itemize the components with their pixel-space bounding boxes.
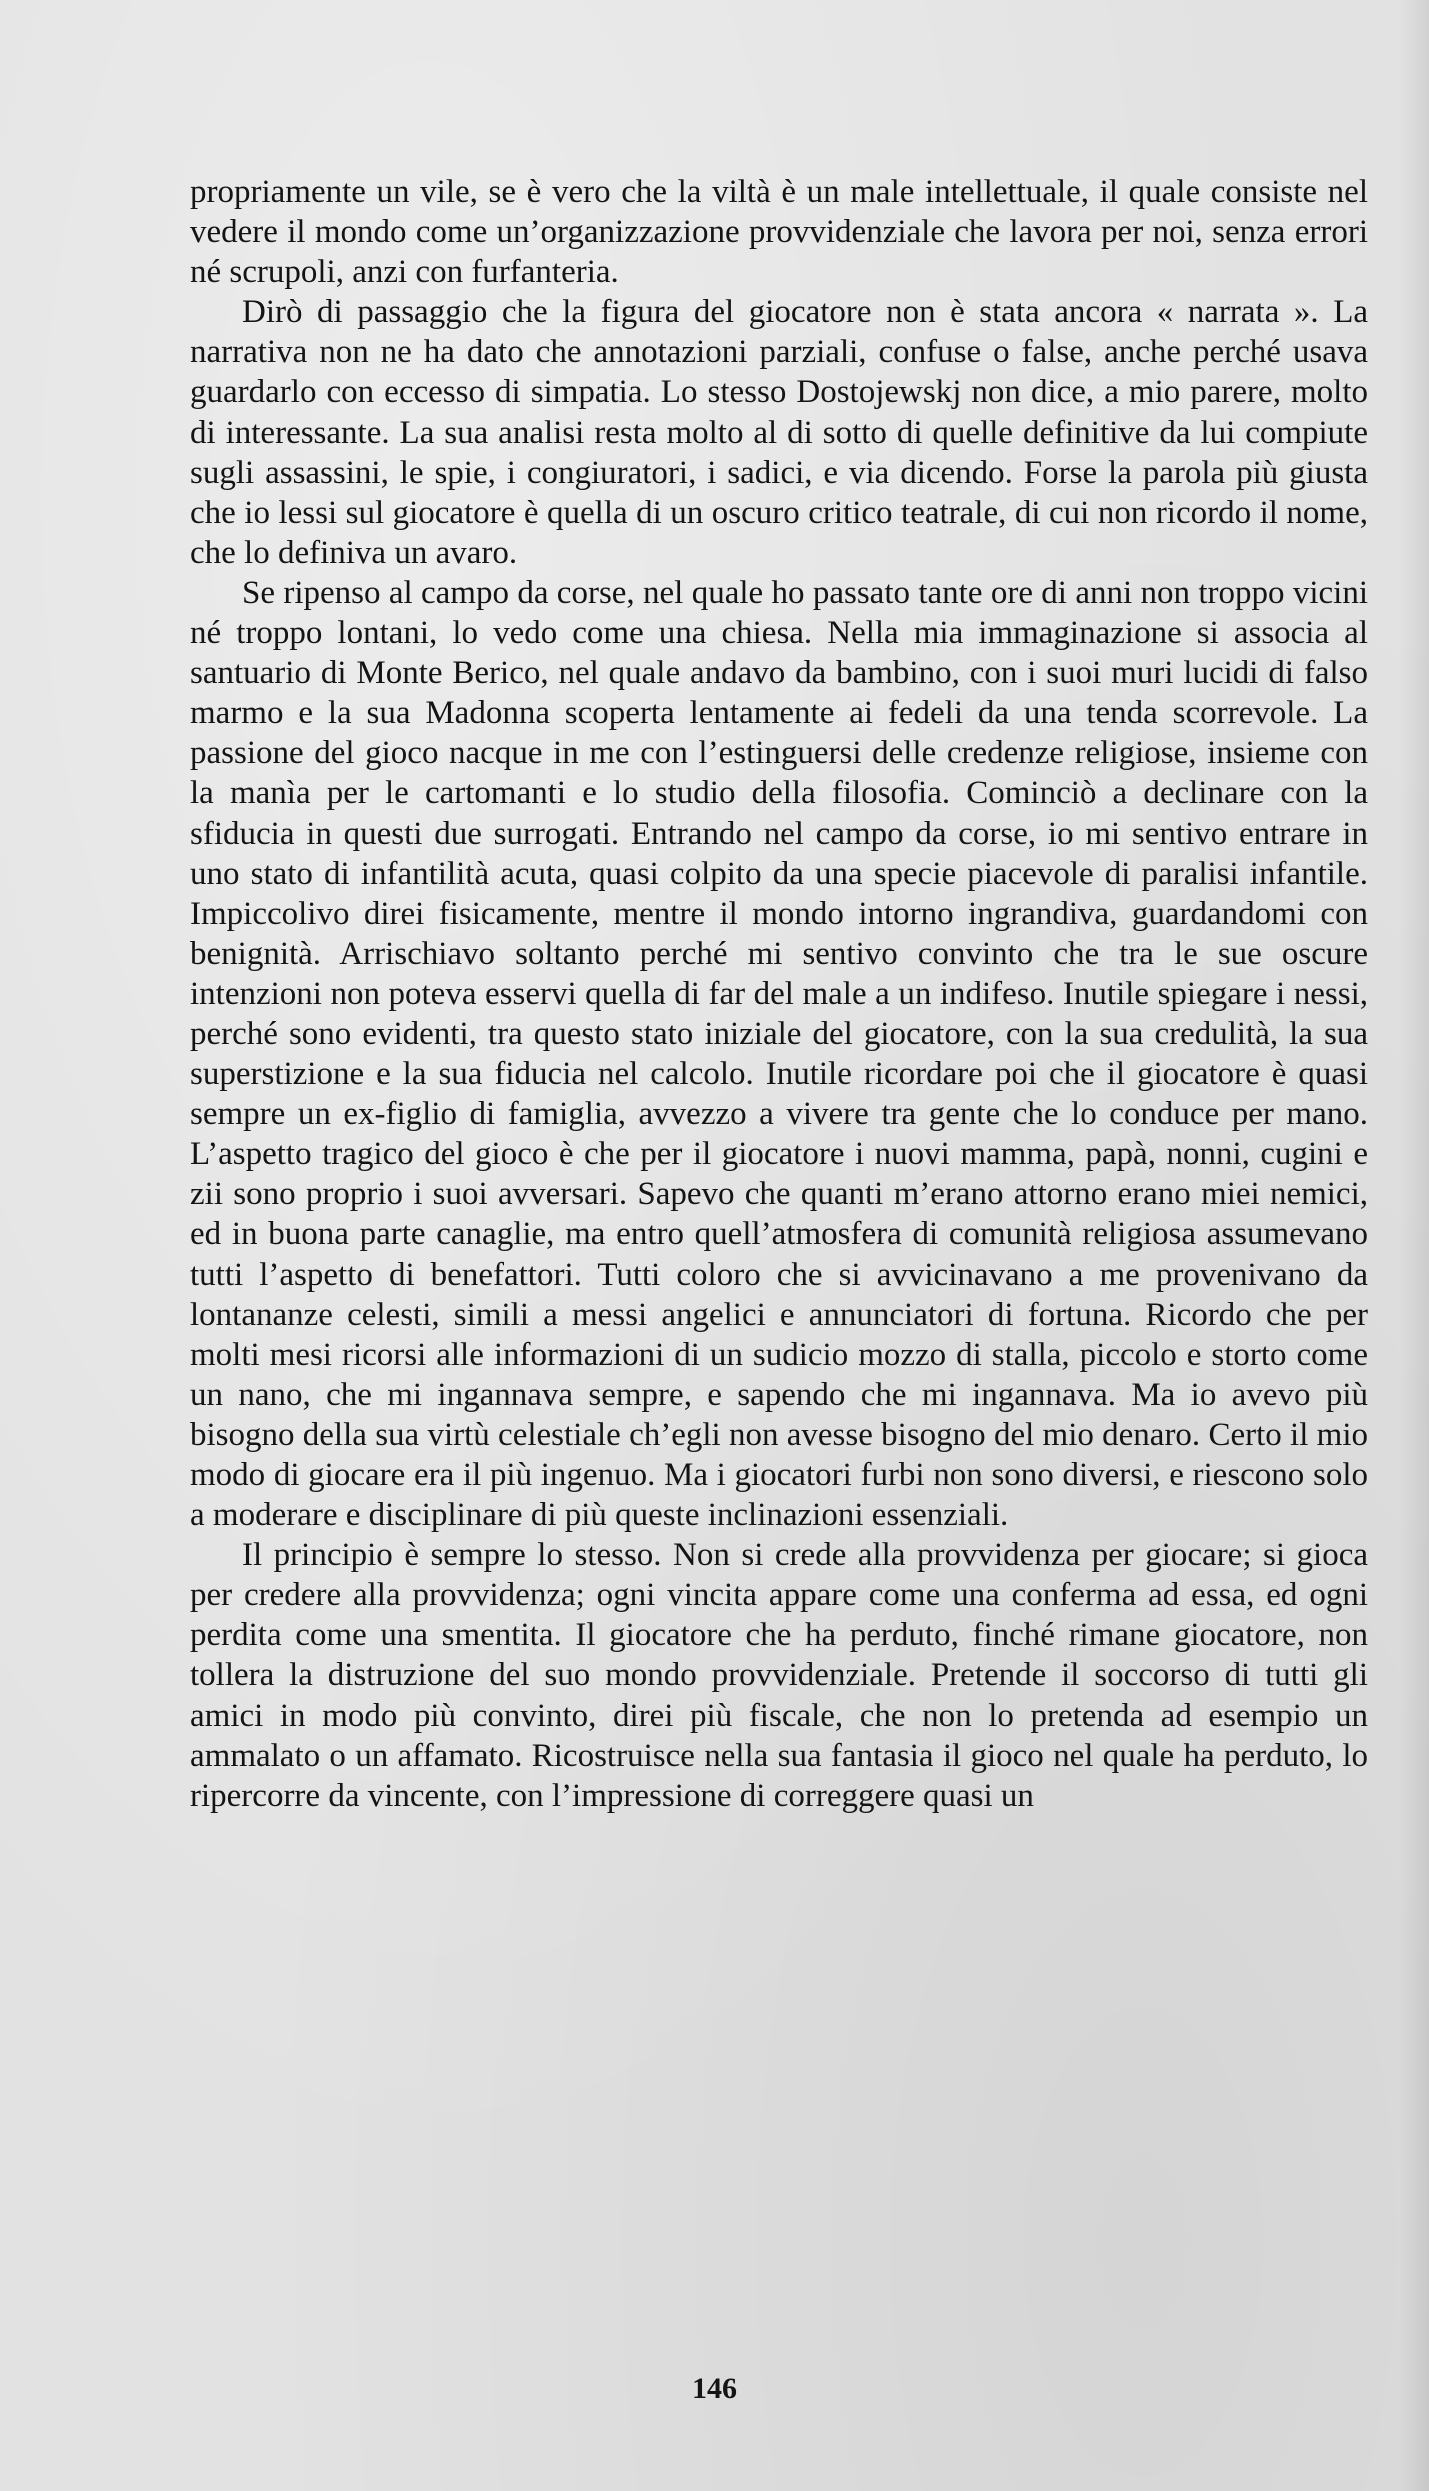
paragraph-2: Dirò di passaggio che la figura del giocatore non è stata ancora « narrata ». La narrativa non ne ha dato che annotazioni parziali, confuse o false, anche perché usava guardarlo con eccesso di simpatia. Lo stesso Dostojewskj non dice, a mio parere, molto di interessante. La sua analisi resta molto al di sotto di quelle definitive da lui compiute sugli assassini, le spie, i congiuratori, i sadici, e via dicendo. Forse la parola più giusta che io lessi sul giocatore è quella di un oscuro critico teatrale, di cui non ricordo il nome, che lo definiva un avaro. (190, 294, 1368, 571)
body-text (190, 172, 1368, 1816)
paragraph-3: Se ripenso al campo da corse, nel quale ho passato tante ore di anni non troppo vicini né troppo lontani, lo vedo come una chiesa. Nella mia immaginazione si associa al santuario di Monte Berico, nel quale andavo da bambino, con i suoi muri lucidi di falso marmo e la sua Madonna scoperta lentamente ai fedeli da una tenda scorrevole. La passione del gioco nacque in me con l’estinguersi delle credenze religiose, insieme con la manìa per le cartomanti e lo studio della filosofia. Cominciò a declinare con la sfiducia in questi due surrogati. Entrando nel campo da corse, io mi sentivo entrare in uno stato di infantilità acuta, quasi colpito da una specie piacevole di paralisi infantile. Impiccolivo direi fisicamente, mentre il mondo intorno ingrandiva, guardandomi con benignità. Arrischiavo soltanto perché mi sentivo convinto che tra le sue oscure intenzioni non poteva esservi quella di far del male a un indifeso. Inutile spiegare i nessi, perché sono evidenti, tra questo stato iniziale del giocatore, con la sua credulità, la sua superstizione e la sua fiducia nel calcolo. Inutile ricordare poi che il giocatore è quasi sempre un ex-figlio di famiglia, avvezzo a vivere tra gente che lo conduce per mano. L’aspetto tragico del gioco è che per il giocatore i nuovi mamma, papà, nonni, cugini e zii sono proprio i suoi avversari. Sapevo che quanti m’erano attorno erano miei nemici, ed in buona parte canaglie, ma entro quell’atmosfera di comunità religiosa assumevano tutti l’aspetto di benefattori. Tutti coloro che si avvicinavano a me provenivano da lontananze celesti, simili a messi angelici e annunciatori di fortuna. Ricordo che per molti mesi ricorsi alle informazioni di un sudicio mozzo di stalla, piccolo e storto come un nano, che mi ingannava sempre, e sapendo che mi ingannava. Ma io avevo più bisogno della sua virtù celestiale ch’egli non avesse bisogno del mio denaro. Certo il mio modo di giocare era il più ingenuo. Ma i giocatori furbi non sono diversi, e riescono solo a moderare e disciplinare di più queste inclinazioni essenziali. (190, 574, 1368, 1534)
paragraph-4: Il principio è sempre lo stesso. Non si crede alla provvidenza per giocare; si gioca per credere alla provvidenza; ogni vincita appare come una conferma ad essa, ed ogni perdita come una smentita. Il giocatore che ha perduto, finché rimane giocatore, non tollera la distruzione del suo mondo provvidenziale. Pretende il soccorso di tutti gli amici in modo più convinto, direi più fiscale, che non lo pretenda ad esempio un ammalato o un affamato. Ricostruisce nella sua fantasia il gioco nel quale ha perduto, lo ripercorre da vincente, con l’impressione di correggere quasi un (190, 1537, 1368, 1814)
paragraph-1: propriamente un vile, se è vero che la viltà è un male intellettuale, il quale consiste nel vedere il mondo come un’organizzazione provvidenziale che lavora per noi, senza errori né scrupoli, anzi con furfanteria. (190, 174, 1368, 291)
page-number: 146 (692, 2372, 737, 2405)
